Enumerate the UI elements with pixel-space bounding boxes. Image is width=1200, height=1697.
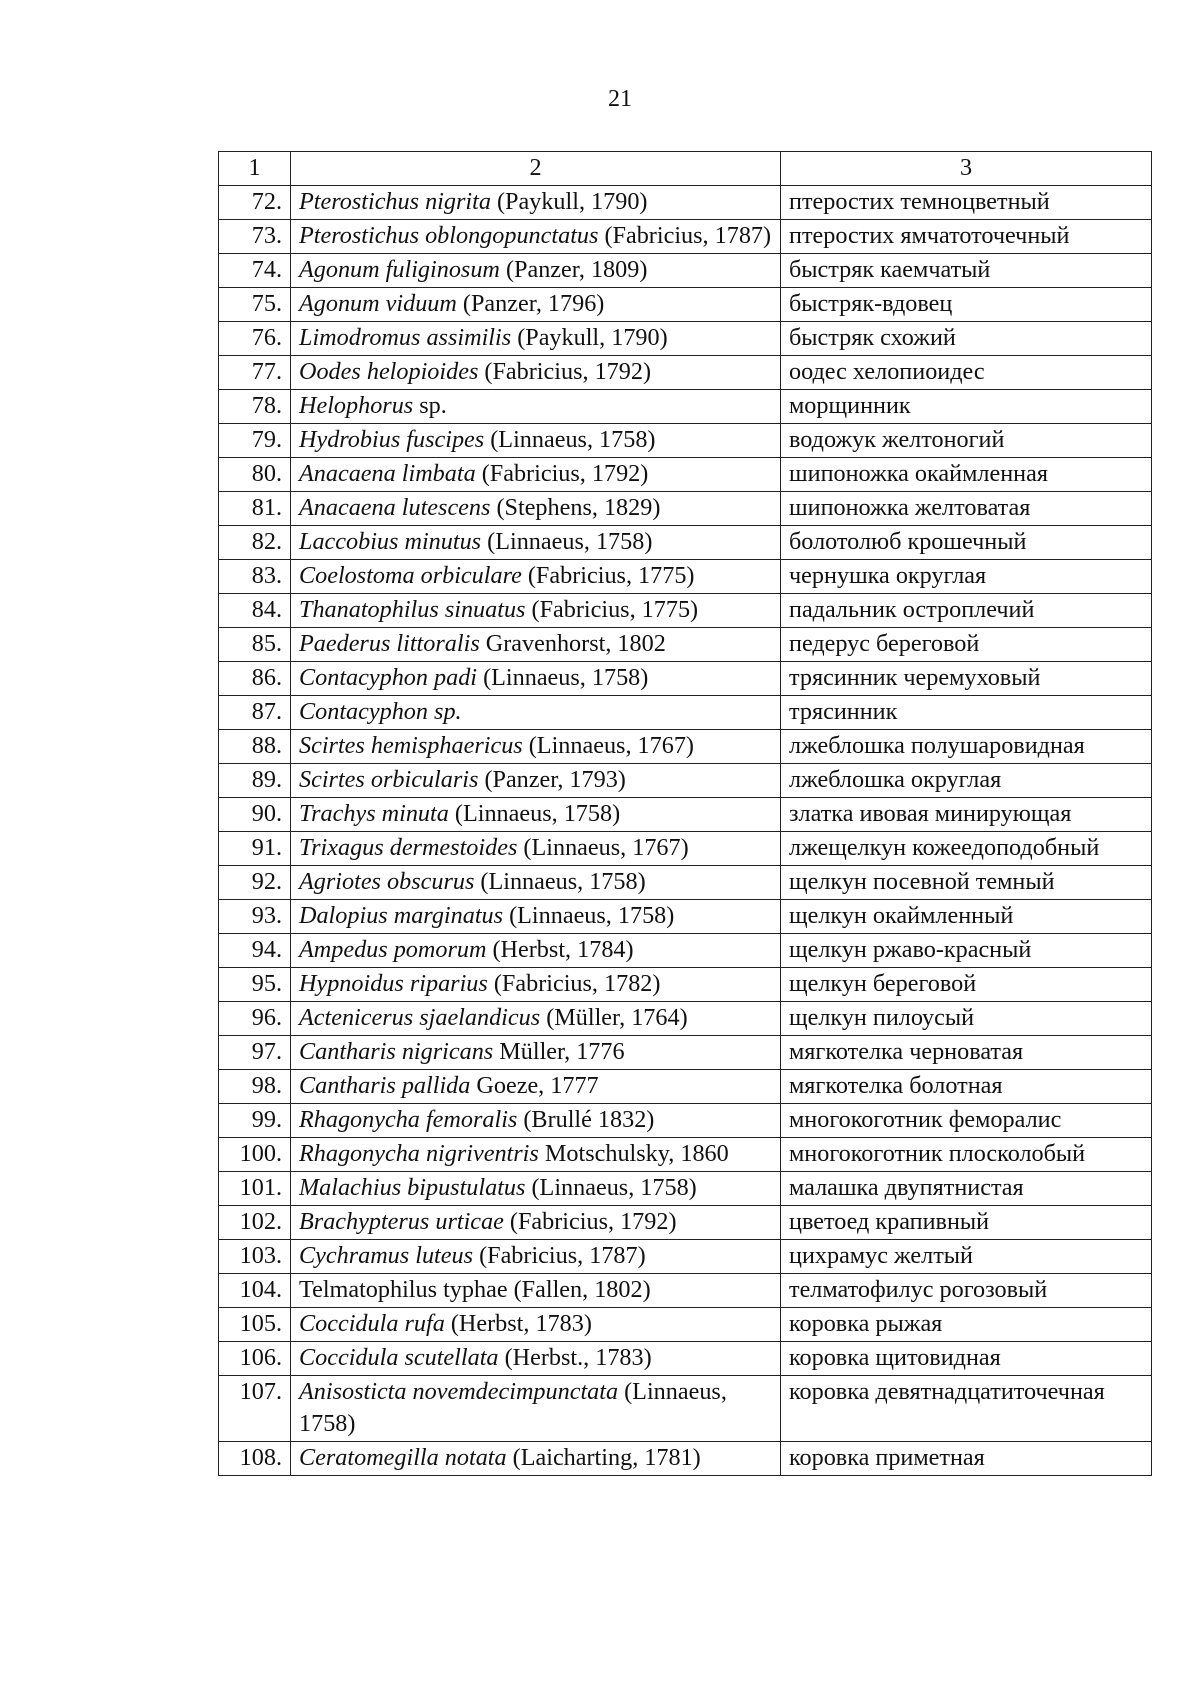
latin-name-cell: [291, 1376, 781, 1442]
latin-name-cell: [291, 900, 781, 934]
row-number: 73.: [219, 220, 291, 254]
latin-name-cell: [291, 1206, 781, 1240]
russian-name-cell: [781, 832, 1152, 866]
russian-name-cell: [781, 1274, 1152, 1308]
scientific-name: Actenicerus sjaelandicus: [299, 1004, 541, 1031]
authority: (Linnaeus, 1767): [522, 732, 694, 759]
row-number: 96.: [219, 1002, 291, 1036]
table-row: [219, 968, 1152, 1002]
row-number: 76.: [219, 322, 291, 356]
table-row: [219, 1036, 1152, 1070]
russian-name-cell: [781, 186, 1152, 220]
row-number: 102.: [219, 1206, 291, 1240]
table-row: [219, 526, 1152, 560]
row-number: 98.: [219, 1070, 291, 1104]
authority: Müller, 1776: [493, 1038, 625, 1065]
russian-name: щелкун береговой: [789, 970, 977, 997]
latin-name-cell: [291, 1442, 781, 1476]
column-header-russian-name: 3: [781, 152, 1152, 186]
latin-name-cell: [291, 1138, 781, 1172]
authority: (Paykull, 1790): [511, 324, 668, 351]
latin-name-cell: [291, 424, 781, 458]
russian-name: щелкун окаймленный: [789, 902, 1014, 929]
scientific-name: Scirtes orbicularis: [299, 766, 479, 793]
russian-name-cell: [781, 900, 1152, 934]
russian-name-cell: [781, 560, 1152, 594]
row-number: 78.: [219, 390, 291, 424]
russian-name-cell: [781, 458, 1152, 492]
scientific-name: Trachys minuta: [299, 800, 449, 827]
scientific-name: Agonum viduum: [299, 290, 457, 317]
table-row: [219, 628, 1152, 662]
authority: (Panzer, 1793): [478, 766, 626, 793]
russian-name: болотолюб крошечный: [789, 528, 1027, 555]
latin-name-cell: [291, 730, 781, 764]
russian-name-cell: [781, 1240, 1152, 1274]
russian-name-cell: [781, 662, 1152, 696]
russian-name: трясинник черемуховый: [789, 664, 1041, 691]
table-row: [219, 1308, 1152, 1342]
table-row: [219, 356, 1152, 390]
russian-name-cell: [781, 1002, 1152, 1036]
row-number: 89.: [219, 764, 291, 798]
russian-name: падальник остроплечий: [789, 596, 1035, 623]
russian-name-cell: [781, 1376, 1152, 1442]
authority: (Linnaeus, 1758): [484, 426, 656, 453]
species-table-body: [219, 152, 1152, 1476]
table-row: [219, 220, 1152, 254]
latin-name-cell: [291, 560, 781, 594]
russian-name-cell: [781, 1342, 1152, 1376]
table-row: [219, 1240, 1152, 1274]
table-row: [219, 798, 1152, 832]
latin-name-cell: [291, 1308, 781, 1342]
latin-name-cell: [291, 186, 781, 220]
table-row: [219, 1070, 1152, 1104]
scientific-name: Rhagonycha femoralis: [299, 1106, 518, 1133]
table-row: [219, 424, 1152, 458]
russian-name-cell: [781, 1070, 1152, 1104]
scientific-name: Contacyphon padi: [299, 664, 478, 691]
scientific-name: Thanatophilus sinuatus: [299, 596, 526, 623]
authority: (Panzer, 1809): [499, 256, 648, 283]
russian-name-cell: [781, 322, 1152, 356]
russian-name: многокоготник феморалис: [789, 1106, 1062, 1133]
russian-name: морщинник: [789, 392, 911, 419]
table-row: [219, 934, 1152, 968]
table-row: [219, 1442, 1152, 1476]
latin-name-cell: [291, 628, 781, 662]
authority: Goeze, 1777: [470, 1072, 599, 1099]
row-number: 95.: [219, 968, 291, 1002]
row-number: 93.: [219, 900, 291, 934]
scientific-name: Coelostoma orbiculare: [299, 562, 522, 589]
authority: (Linnaeus, 1758): [477, 664, 649, 691]
table-row: [219, 866, 1152, 900]
russian-name-cell: [781, 492, 1152, 526]
row-number: 81.: [219, 492, 291, 526]
row-number: 105.: [219, 1308, 291, 1342]
authority: (Herbst., 1783): [498, 1344, 652, 1371]
russian-name: лжеблошка полушаровидная: [789, 732, 1085, 759]
russian-name: цветоед крапивный: [789, 1208, 990, 1235]
table-row: [219, 696, 1152, 730]
row-number: 91.: [219, 832, 291, 866]
row-number: 101.: [219, 1172, 291, 1206]
authority: (Linnaeus, 1758): [448, 800, 621, 827]
table-row: [219, 492, 1152, 526]
scientific-name: Helophorus: [299, 392, 414, 419]
russian-name: чернушка округлая: [789, 562, 987, 589]
russian-name: трясинник: [789, 698, 898, 725]
russian-name: оодес хелопиоидес: [789, 358, 985, 385]
russian-name-cell: [781, 764, 1152, 798]
russian-name-cell: [781, 390, 1152, 424]
russian-name: быстряк каемчатый: [789, 256, 991, 283]
russian-name: цихрамус желтый: [789, 1242, 973, 1269]
row-number: 72.: [219, 186, 291, 220]
row-number: 90.: [219, 798, 291, 832]
row-number: 75.: [219, 288, 291, 322]
russian-name: птеростих ямчатоточечный: [789, 222, 1070, 249]
scientific-name: Brachypterus urticae: [299, 1208, 504, 1235]
row-number: 88.: [219, 730, 291, 764]
scientific-name: Coccidula rufa: [299, 1310, 445, 1337]
authority: (Herbst, 1784): [486, 936, 634, 963]
latin-name-cell: [291, 1070, 781, 1104]
scientific-name: Rhagonycha nigriventris: [299, 1140, 539, 1167]
latin-name-cell: [291, 1342, 781, 1376]
table-row: [219, 1376, 1152, 1442]
russian-name-cell: [781, 526, 1152, 560]
russian-name-cell: [781, 1442, 1152, 1476]
russian-name-cell: [781, 288, 1152, 322]
latin-name-cell: [291, 594, 781, 628]
russian-name-cell: [781, 1308, 1152, 1342]
latin-name-cell: [291, 1274, 781, 1308]
row-number: 77.: [219, 356, 291, 390]
latin-name-cell: [291, 1036, 781, 1070]
scientific-name: Cantharis pallida: [299, 1072, 471, 1099]
table-row: [219, 730, 1152, 764]
latin-name-cell: [291, 1172, 781, 1206]
table-row: [219, 1274, 1152, 1308]
authority: (Herbst, 1783): [444, 1310, 592, 1337]
russian-name: многокоготник плосколобый: [789, 1140, 1086, 1167]
russian-name-cell: [781, 254, 1152, 288]
authority: (Fabricius, 1792): [503, 1208, 677, 1235]
row-number: 79.: [219, 424, 291, 458]
table-row: [219, 1002, 1152, 1036]
scientific-name: Cantharis nigricans: [299, 1038, 494, 1065]
table-row: [219, 288, 1152, 322]
russian-name: лжеблошка округлая: [789, 766, 1002, 793]
authority: (Paykull, 1790): [490, 188, 648, 215]
table-row: [219, 322, 1152, 356]
russian-name-cell: [781, 594, 1152, 628]
scientific-name: Paederus littoralis: [299, 630, 480, 657]
russian-name: быстряк схожий: [789, 324, 956, 351]
row-number: 97.: [219, 1036, 291, 1070]
latin-name-cell: [291, 1240, 781, 1274]
authority: (Panzer, 1796): [456, 290, 605, 317]
russian-name-cell: [781, 1138, 1152, 1172]
russian-name: птеростих темноцветный: [789, 188, 1050, 215]
latin-name-cell: [291, 1002, 781, 1036]
scientific-name: Malachius bipustulatus: [299, 1174, 526, 1201]
russian-name-cell: [781, 1172, 1152, 1206]
latin-name-cell: [291, 288, 781, 322]
scientific-name: Anisosticta novemdecimpunctata: [299, 1378, 619, 1405]
table-row: [219, 1342, 1152, 1376]
russian-name-cell: [781, 696, 1152, 730]
latin-name-cell: [291, 322, 781, 356]
table-row: [219, 254, 1152, 288]
russian-name: педерус береговой: [789, 630, 980, 657]
species-table: [218, 151, 1152, 1476]
row-number: 85.: [219, 628, 291, 662]
scientific-name: Scirtes hemisphaericus: [299, 732, 523, 759]
authority: (Linnaeus, 1758): [474, 868, 646, 895]
russian-name: мягкотелка черноватая: [789, 1038, 1024, 1065]
authority: Motschulsky, 1860: [538, 1140, 729, 1167]
latin-name-cell: [291, 866, 781, 900]
latin-name-cell: [291, 696, 781, 730]
column-header-latin-name: 2: [291, 152, 781, 186]
latin-name-cell: [291, 458, 781, 492]
column-header-number: 1: [219, 152, 291, 186]
row-number: 107.: [219, 1376, 291, 1442]
russian-name-cell: [781, 730, 1152, 764]
russian-name-cell: [781, 866, 1152, 900]
latin-name-cell: [291, 832, 781, 866]
row-number: 82.: [219, 526, 291, 560]
russian-name: шипоножка желтоватая: [789, 494, 1031, 521]
scientific-name: Hypnoidus riparius: [299, 970, 488, 997]
latin-name-cell: [291, 220, 781, 254]
scientific-name: Pterostichus nigrita: [299, 188, 491, 215]
row-number: 100.: [219, 1138, 291, 1172]
authority: Gravenhorst, 1802: [479, 630, 666, 657]
russian-name-cell: [781, 1206, 1152, 1240]
row-number: 87.: [219, 696, 291, 730]
authority: (Linnaeus, 1767): [517, 834, 689, 861]
scientific-name: Ceratomegilla notata: [299, 1444, 507, 1471]
authority: (Fabricius, 1787): [598, 222, 772, 249]
table-row: [219, 764, 1152, 798]
authority: (Linnaeus, 1758): [525, 1174, 697, 1201]
russian-name-cell: [781, 1104, 1152, 1138]
scientific-name: Contacyphon sp.: [299, 698, 462, 725]
row-number: 80.: [219, 458, 291, 492]
authority: Telmatophilus typhae (Fallen, 1802): [299, 1276, 651, 1303]
scientific-name: Ampedus pomorum: [299, 936, 487, 963]
table-row: [219, 1104, 1152, 1138]
russian-name: щелкун ржаво-красный: [789, 936, 1032, 963]
scientific-name: Oodes helopioides: [299, 358, 479, 385]
russian-name: мягкотелка болотная: [789, 1072, 1003, 1099]
russian-name: коровка девятнадцатиточечная: [789, 1378, 1105, 1405]
scientific-name: Anacaena lutescens: [299, 494, 491, 521]
authority: (Laicharting, 1781): [506, 1444, 701, 1471]
authority: (Linnaeus, 1758): [503, 902, 675, 929]
authority: (Linnaeus, 1758): [299, 1378, 727, 1437]
table-row: [219, 390, 1152, 424]
latin-name-cell: [291, 1104, 781, 1138]
table-row: [219, 186, 1152, 220]
row-number: 86.: [219, 662, 291, 696]
authority: (Fabricius, 1775): [521, 562, 695, 589]
table-header-row: [219, 152, 1152, 186]
scientific-name: Dalopius marginatus: [299, 902, 504, 929]
authority: (Fabricius, 1787): [473, 1242, 646, 1269]
scientific-name: Trixagus dermestoides: [299, 834, 518, 861]
russian-name: лжещелкун кожеедоподобный: [789, 834, 1100, 861]
row-number: 103.: [219, 1240, 291, 1274]
row-number: 94.: [219, 934, 291, 968]
latin-name-cell: [291, 390, 781, 424]
russian-name: шипоножка окаймленная: [789, 460, 1048, 487]
scientific-name: Anacaena limbata: [299, 460, 476, 487]
row-number: 108.: [219, 1442, 291, 1476]
table-row: [219, 832, 1152, 866]
row-number: 106.: [219, 1342, 291, 1376]
scientific-name: Coccidula scutellata: [299, 1344, 499, 1371]
table-row: [219, 1138, 1152, 1172]
latin-name-cell: [291, 254, 781, 288]
authority: (Fabricius, 1792): [478, 358, 652, 385]
row-number: 104.: [219, 1274, 291, 1308]
scientific-name: Cychramus luteus: [299, 1242, 474, 1269]
russian-name: коровка рыжая: [789, 1310, 943, 1337]
scientific-name: Pterostichus oblongopunctatus: [299, 222, 599, 249]
russian-name: златка ивовая минирующая: [789, 800, 1072, 827]
row-number: 99.: [219, 1104, 291, 1138]
table-row: [219, 594, 1152, 628]
latin-name-cell: [291, 934, 781, 968]
scientific-name: Laccobius minutus: [299, 528, 482, 555]
authority: (Brullé 1832): [517, 1106, 655, 1133]
russian-name-cell: [781, 356, 1152, 390]
authority: (Fabricius, 1782): [487, 970, 661, 997]
russian-name: водожук желтоногий: [789, 426, 1005, 453]
authority: (Müller, 1764): [540, 1004, 688, 1031]
latin-name-cell: [291, 798, 781, 832]
russian-name-cell: [781, 968, 1152, 1002]
latin-name-cell: [291, 526, 781, 560]
russian-name-cell: [781, 798, 1152, 832]
table-row: [219, 560, 1152, 594]
row-number: 84.: [219, 594, 291, 628]
authority: sp.: [413, 392, 447, 419]
table-row: [219, 1172, 1152, 1206]
scientific-name: Agriotes obscurus: [299, 868, 475, 895]
scientific-name: Hydrobius fuscipes: [299, 426, 485, 453]
authority: (Fabricius, 1775): [525, 596, 699, 623]
latin-name-cell: [291, 492, 781, 526]
russian-name-cell: [781, 220, 1152, 254]
latin-name-cell: [291, 968, 781, 1002]
latin-name-cell: [291, 662, 781, 696]
authority: (Stephens, 1829): [490, 494, 661, 521]
russian-name: быстряк-вдовец: [789, 290, 953, 317]
authority: (Linnaeus, 1758): [481, 528, 653, 555]
scientific-name: Limodromus assimilis: [299, 324, 512, 351]
latin-name-cell: [291, 356, 781, 390]
page-number: 21: [608, 86, 632, 112]
table-row: [219, 662, 1152, 696]
russian-name-cell: [781, 628, 1152, 662]
latin-name-cell: [291, 764, 781, 798]
row-number: 74.: [219, 254, 291, 288]
russian-name-cell: [781, 934, 1152, 968]
russian-name-cell: [781, 1036, 1152, 1070]
authority: (Fabricius, 1792): [475, 460, 649, 487]
scientific-name: Agonum fuliginosum: [299, 256, 500, 283]
russian-name: коровка щитовидная: [789, 1344, 1001, 1371]
row-number: 92.: [219, 866, 291, 900]
row-number: 83.: [219, 560, 291, 594]
russian-name: малашка двупятнистая: [789, 1174, 1024, 1201]
russian-name-cell: [781, 424, 1152, 458]
russian-name: щелкун посевной темный: [789, 868, 1055, 895]
table-row: [219, 1206, 1152, 1240]
russian-name: щелкун пилоусый: [789, 1004, 975, 1031]
table-row: [219, 900, 1152, 934]
table-row: [219, 458, 1152, 492]
russian-name: коровка приметная: [789, 1444, 985, 1471]
russian-name: телматофилус рогозовый: [789, 1276, 1048, 1303]
